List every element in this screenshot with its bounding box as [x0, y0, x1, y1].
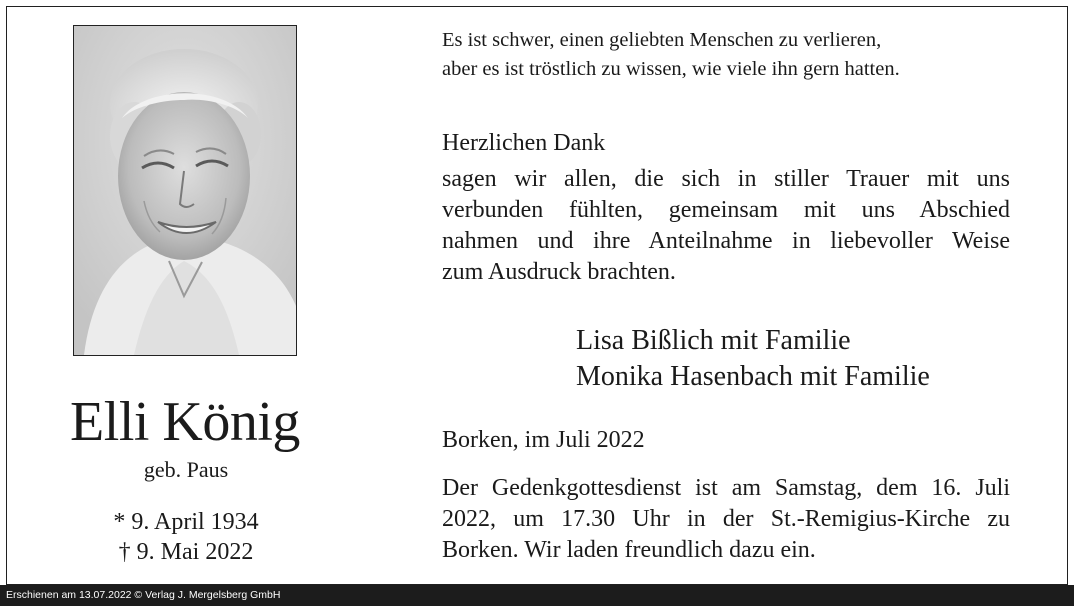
service-announcement	[442, 473, 1010, 566]
family-name: Lisa Bißlich mit Familie	[576, 325, 851, 356]
service-line: Borken. Wir laden freundlich dazu ein.	[442, 537, 816, 563]
birth-name: geb. Paus	[143, 457, 229, 482]
death-date: † 9. Mai 2022	[118, 539, 254, 565]
service-line: 2022, um 17.30 Uhr in der St.-Remigius-Kirche zu	[442, 506, 1010, 532]
publication-footer: Erschienen am 13.07.2022 © Verlag J. Mergelsberg GmbH	[0, 585, 1074, 606]
quote	[442, 26, 1022, 84]
family-name: Monika Hasenbach mit Familie	[576, 361, 930, 392]
thanks-text	[442, 164, 1010, 288]
deceased-name: Elli König	[70, 391, 300, 453]
service-line: Der Gedenkgottesdienst ist am Samstag, dem 16. Juli	[442, 475, 1010, 501]
quote-line: aber es ist tröstlich zu wissen, wie viele ihn gern hatten.	[442, 58, 900, 80]
birth-date: * 9. April 1934	[113, 509, 259, 535]
families-signature	[576, 323, 930, 395]
thanks-line: sagen wir allen, die sich in stiller Trauer mit uns	[442, 166, 1010, 192]
portrait-photo	[73, 25, 297, 356]
thanks-heading: Herzlichen Dank	[442, 130, 606, 156]
place-and-date: Borken, im Juli 2022	[442, 427, 645, 453]
quote-line: Es ist schwer, einen geliebten Menschen zu verlieren,	[442, 29, 882, 51]
thanks-line: nahmen und ihre Anteilnahme in liebevoller Weise	[442, 228, 1010, 254]
thanks-line: zum Ausdruck brachten.	[442, 259, 676, 285]
thanks-line: verbunden fühlten, gemeinsam mit uns Abschied	[442, 197, 1010, 223]
